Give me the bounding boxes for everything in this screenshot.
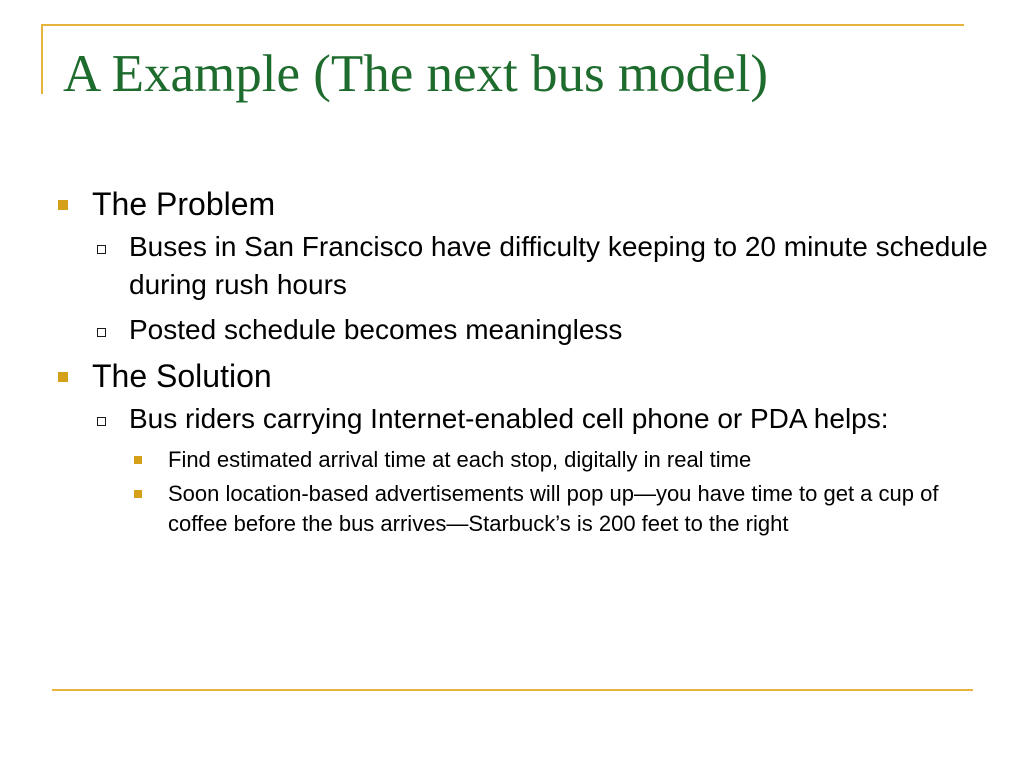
bullet-text: Soon location-based advertisements will pop up—you have time to get a cup of coffee before the bus arrives—Starbuck’s is 200 feet to the right: [168, 481, 939, 536]
bullet-problem-heading: [54, 184, 994, 224]
bullet-text: The Problem: [92, 186, 276, 222]
bullet-text: Buses in San Francisco have difficulty keeping to 20 minute schedule during rush hours: [129, 231, 988, 300]
bullet-problem-point-2: [54, 311, 994, 349]
bullet-problem-point-1: [54, 228, 994, 304]
slide-body: [54, 184, 994, 543]
bullet-text: Find estimated arrival time at each stop, digitally in real time: [168, 447, 752, 472]
bullet-solution-subpoint-1: [54, 445, 994, 475]
hollow-square-bullet-icon: [97, 245, 106, 254]
hollow-square-bullet-icon: [97, 417, 106, 426]
bullet-solution-heading: [54, 356, 994, 396]
filled-square-bullet-icon: [134, 456, 142, 464]
bullet-text: Bus riders carrying Internet-enabled cell phone or PDA helps:: [129, 403, 889, 434]
filled-square-bullet-icon: [58, 372, 68, 382]
bullet-solution-point: [54, 400, 994, 438]
filled-square-bullet-icon: [58, 200, 68, 210]
slide-title: A Example (The next bus model): [63, 45, 769, 103]
title-frame-left-rule: [41, 24, 43, 94]
bullet-text: The Solution: [92, 358, 272, 394]
title-frame-top-rule: [41, 24, 964, 26]
footer-rule: [52, 689, 973, 691]
filled-square-bullet-icon: [134, 490, 142, 498]
bullet-text: Posted schedule becomes meaningless: [129, 314, 623, 345]
bullet-solution-subpoint-2: [54, 479, 994, 539]
hollow-square-bullet-icon: [97, 328, 106, 337]
